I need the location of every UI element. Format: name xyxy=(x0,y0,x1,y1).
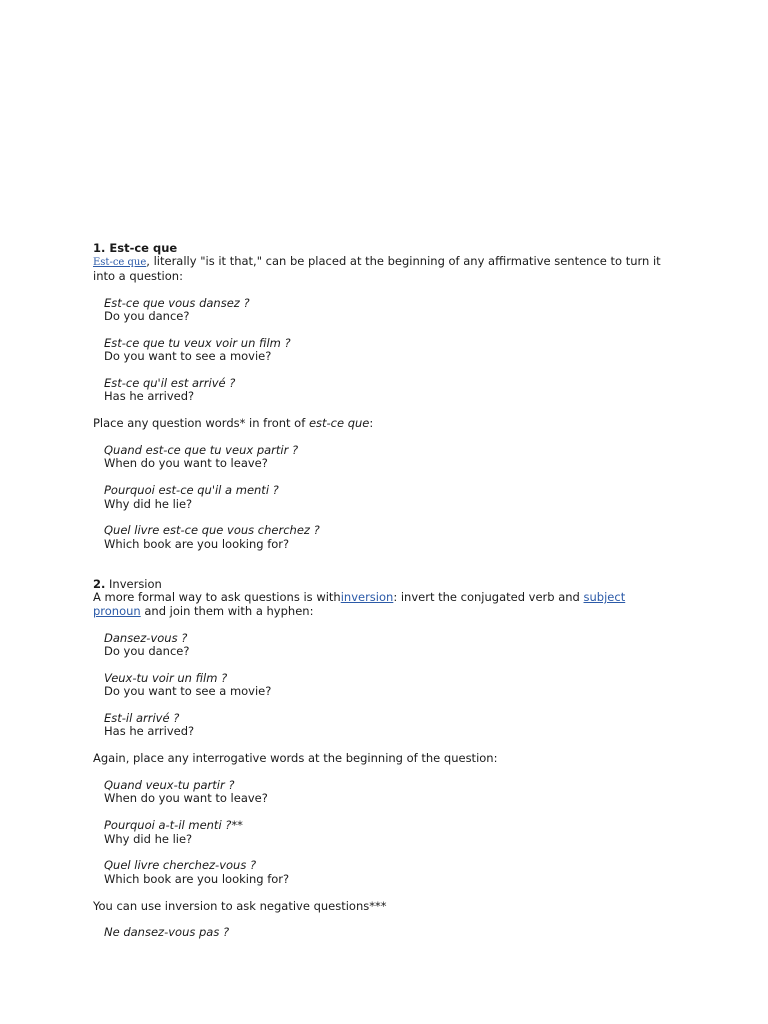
example-block xyxy=(104,484,673,511)
french-sentence: Pourquoi a-t-il menti ?** xyxy=(104,818,243,833)
example-block xyxy=(104,819,673,846)
section-number: 1. xyxy=(93,241,106,255)
french-sentence: Veux-tu voir un film ? xyxy=(104,670,228,685)
example-block xyxy=(104,444,673,471)
section-2-heading xyxy=(93,578,673,591)
example-block xyxy=(104,672,673,699)
french-sentence: Ne dansez-vous pas ? xyxy=(104,925,230,940)
section-number: 2. xyxy=(93,577,106,592)
english-translation: Why did he lie? xyxy=(104,831,193,846)
section-2-intro xyxy=(93,591,673,618)
place-end: : xyxy=(369,416,374,431)
example-block xyxy=(104,712,673,739)
french-sentence: Est-ce que tu veux voir un film ? xyxy=(104,335,291,350)
english-translation: Do you dance? xyxy=(104,309,190,324)
example-block xyxy=(104,524,673,551)
intro-text-a: A more formal way to ask questions is with xyxy=(93,590,341,605)
french-sentence: Quand veux-tu partir ? xyxy=(104,778,235,793)
english-translation: When do you want to leave? xyxy=(104,456,268,471)
section-1-heading xyxy=(93,242,673,255)
example-block xyxy=(104,337,673,364)
french-sentence: Est-ce qu'il est arrivé ? xyxy=(104,376,236,391)
subject-link[interactable]: subject xyxy=(583,590,626,605)
example-block xyxy=(104,926,673,939)
french-sentence: Est-ce que vous dansez ? xyxy=(104,295,250,310)
intro-text-c: and join them with a hyphen: xyxy=(140,603,314,618)
english-translation: Do you want to see a movie? xyxy=(104,349,272,364)
section-title: Est-ce que xyxy=(109,241,178,255)
french-sentence: Dansez-vous ? xyxy=(104,630,188,645)
place-question-words-text xyxy=(93,417,673,430)
french-sentence: Pourquoi est-ce qu'il a menti ? xyxy=(104,483,279,498)
section-title: Inversion xyxy=(109,577,162,592)
est-ce-que-link[interactable]: Est-ce que xyxy=(93,257,147,269)
english-translation: Which book are you looking for? xyxy=(104,536,290,551)
english-translation: Why did he lie? xyxy=(104,496,193,511)
french-sentence: Quel livre est-ce que vous cherchez ? xyxy=(104,523,320,538)
english-translation: Do you dance? xyxy=(104,644,190,659)
section-1-intro xyxy=(93,255,673,283)
english-translation: Has he arrived? xyxy=(104,389,195,404)
english-translation: Do you want to see a movie? xyxy=(104,684,272,699)
french-sentence: Est-il arrivé ? xyxy=(104,711,180,726)
example-block xyxy=(104,377,673,404)
pronoun-link[interactable]: pronoun xyxy=(93,603,141,618)
example-block xyxy=(104,779,673,806)
french-sentence: Quel livre cherchez-vous ? xyxy=(104,858,257,873)
intro-text-b: : invert the conjugated verb and xyxy=(393,590,584,605)
negative-questions-text: You can use inversion to ask negative questions*** xyxy=(93,898,387,913)
inversion-link[interactable]: inversion xyxy=(340,590,394,605)
place-italic: est-ce que xyxy=(308,416,370,431)
example-block xyxy=(104,297,673,324)
intro-text: , literally "is it that," can be placed at the beginning of any affirmative sentence to turn it into a question: xyxy=(93,254,661,283)
example-block xyxy=(104,632,673,659)
document-content xyxy=(93,242,673,940)
again-text: Again, place any interrogative words at the beginning of the question: xyxy=(93,751,498,766)
english-translation: When do you want to leave? xyxy=(104,791,268,806)
english-translation: Which book are you looking for? xyxy=(104,871,290,886)
place-text: Place any question words* in front of xyxy=(93,416,309,431)
english-translation: Has he arrived? xyxy=(104,724,195,739)
french-sentence: Quand est-ce que tu veux partir ? xyxy=(104,443,299,458)
example-block xyxy=(104,859,673,886)
